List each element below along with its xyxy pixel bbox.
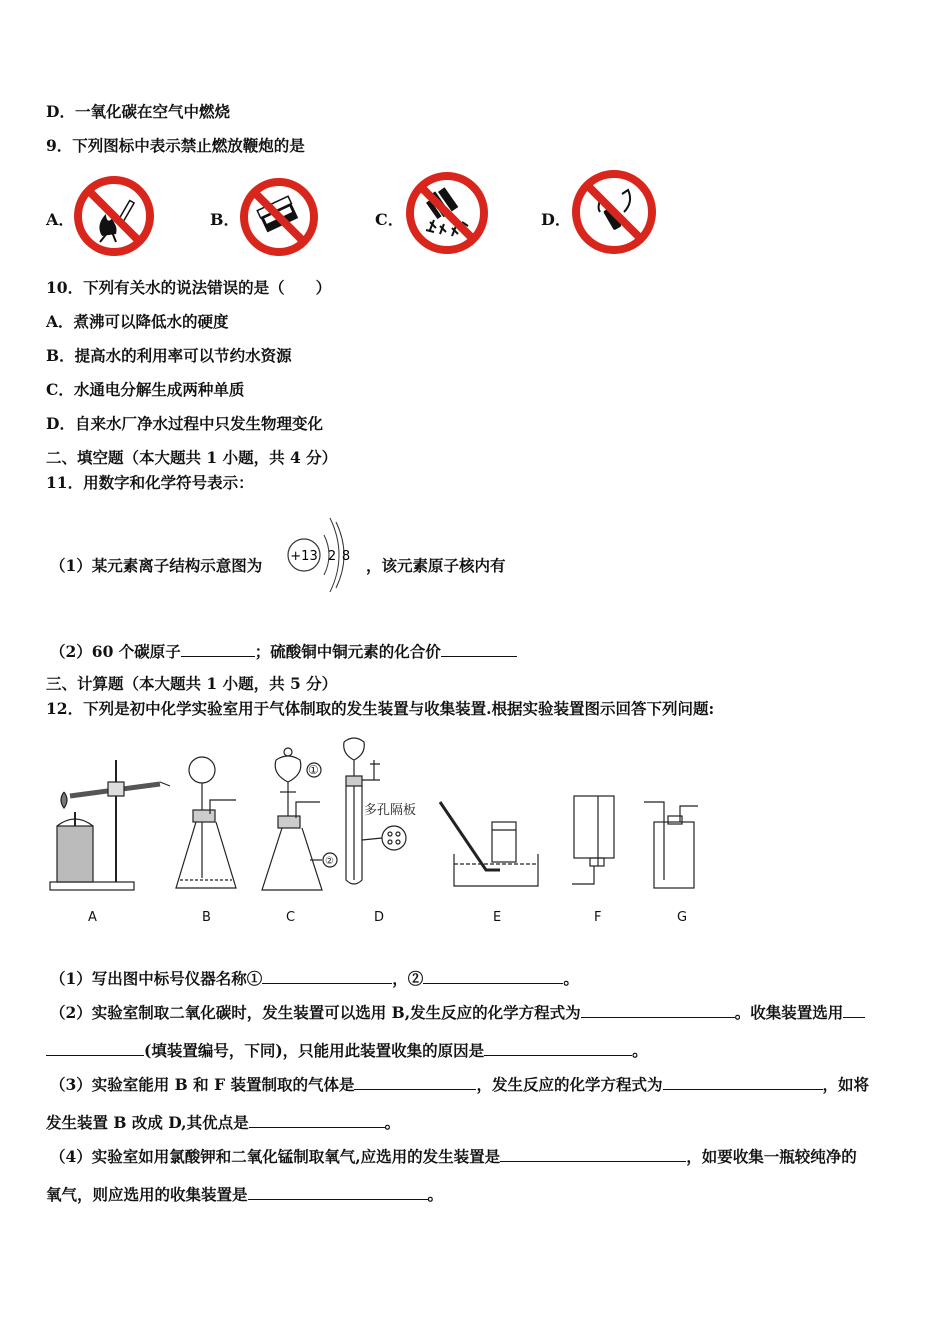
- q12-p1-text-b: ，②: [392, 969, 424, 988]
- q12-p4-text-b: ，如要收集一瓶较纯净的: [686, 1147, 857, 1166]
- q11-stem: 11．用数字和化学符号表示：: [46, 473, 254, 492]
- apparatus-label-d: D: [374, 910, 385, 925]
- apparatus-label-g: G: [677, 910, 688, 925]
- apparatus-f-icon: [572, 796, 614, 884]
- mark-2: ②: [325, 856, 334, 867]
- q12-p4-text-a: （4）实验室如用氯酸钾和二氧化锰制取氧气,应选用的发生装置是: [50, 1147, 501, 1166]
- q12-p4-blank-1[interactable]: [500, 1145, 686, 1162]
- q12-p3-text-e: 。: [384, 1113, 401, 1132]
- ion-nucleus-charge: +13: [290, 549, 318, 564]
- apparatus-c-icon: [262, 748, 337, 890]
- q12-p1-blank-1[interactable]: [262, 967, 392, 984]
- apparatus-label-a: A: [88, 910, 97, 925]
- apparatus-label-e: E: [493, 910, 502, 925]
- q12-p2-blank-1[interactable]: [581, 1001, 735, 1018]
- section-2-title: 二、填空题（本大题共 1 小题，共 4 分）: [46, 448, 338, 467]
- q12-p3-text-d: 发生装置 B 改成 D,其优点是: [46, 1113, 249, 1132]
- q12-p4-line1: [50, 1145, 857, 1167]
- q12-p2-line2: [46, 1039, 648, 1061]
- q11-p2: [50, 640, 517, 662]
- q11-p1-prefix: （1）某元素离子结构示意图为: [50, 556, 263, 575]
- q12-p3-blank-1[interactable]: [354, 1073, 476, 1090]
- q12-p4-text-d: 。: [427, 1185, 444, 1204]
- q12-p2-blank-2b[interactable]: [46, 1039, 144, 1056]
- q11-p2-text-a: （2）60 个碳原子: [50, 642, 181, 661]
- apparatus-g-icon: [644, 802, 698, 888]
- apparatus-a-icon: [50, 760, 170, 890]
- q10-option-a: A．煮沸可以降低水的硬度: [46, 312, 229, 331]
- porous-plate-label: 多孔隔板: [364, 803, 417, 818]
- q12-p2-text-c: (填装置编号，下同)，只能用此装置收集的原因是: [144, 1041, 485, 1060]
- apparatus-label-b: B: [202, 910, 211, 925]
- section-3-title: 三、计算题（本大题共 1 小题，共 5 分）: [46, 674, 338, 693]
- apparatus-d-icon: [344, 738, 416, 884]
- ion-structure-diagram: [280, 510, 360, 604]
- q10-option-b: B．提高水的利用率可以节约水资源: [46, 346, 292, 365]
- q12-p3-text-a: （3）实验室能用 B 和 F 装置制取的气体是: [50, 1075, 355, 1094]
- q12-p2-blank-3[interactable]: [484, 1039, 632, 1056]
- q12-p1-blank-2[interactable]: [423, 967, 563, 984]
- q11-p2-blank-2[interactable]: [441, 640, 517, 657]
- q9-option-a-label: A．: [46, 210, 75, 229]
- apparatus-label-f: F: [594, 910, 602, 925]
- apparatus-b-icon: [176, 757, 236, 888]
- ion-shell-1: 2: [327, 549, 337, 564]
- apparatus-e-icon: [440, 802, 538, 886]
- q9-option-c-label: C．: [375, 210, 404, 229]
- q12-p2-text-d: 。: [632, 1041, 648, 1060]
- q12-p4-blank-2[interactable]: [248, 1183, 428, 1200]
- q11-p1-suffix: ，该元素原子核内有: [366, 556, 506, 575]
- q8-option-d: D．一氧化碳在空气中燃烧: [46, 102, 230, 121]
- no-fire-sign-icon: [72, 174, 156, 262]
- q9-stem: 9．下列图标中表示禁止燃放鞭炮的是: [46, 136, 305, 155]
- q9-option-d-label: D．: [541, 210, 571, 229]
- q12-p1-text-a: （1）写出图中标号仪器名称①: [50, 969, 263, 988]
- q12-p4-text-c: 氧气，则应选用的收集装置是: [46, 1185, 248, 1204]
- q12-p3-blank-2[interactable]: [663, 1073, 823, 1090]
- q12-p4-line2: [46, 1183, 443, 1205]
- q11-p2-text-b: ；硫酸铜中铜元素的化合价: [254, 642, 441, 661]
- q12-p1-text-c: 。: [563, 969, 579, 988]
- q10-option-d: D．自来水厂净水过程中只发生物理变化: [46, 414, 323, 433]
- q12-p3-line2: [46, 1111, 400, 1133]
- q11-p2-blank-1[interactable]: [181, 640, 255, 657]
- q12-p2-blank-2a[interactable]: [843, 1001, 865, 1018]
- q12-p2-text-a: （2）实验室制取二氧化碳时，发生装置可以选用 B,发生反应的化学方程式为: [50, 1003, 581, 1022]
- apparatus-label-c: C: [286, 910, 296, 925]
- q12-p3-blank-3[interactable]: [249, 1111, 385, 1128]
- ion-shell-2: 8: [341, 549, 351, 564]
- q12-p3-line1: [50, 1073, 869, 1095]
- no-matches-sign-icon: [238, 176, 320, 262]
- no-firecrackers-sign-icon: [404, 170, 490, 260]
- no-smoking-sign-icon: [570, 168, 658, 260]
- q9-option-b-label: B．: [210, 210, 240, 229]
- q12-p2-text-b: 。收集装置选用: [734, 1003, 844, 1022]
- mark-1: ①: [308, 763, 319, 777]
- q12-p2-line1: [50, 1001, 865, 1023]
- q12-stem: 12．下列是初中化学实验室用于气体制取的发生装置与收集装置.根据实验装置图示回答下列问题:: [46, 699, 715, 718]
- q12-p3-text-b: ，发生反应的化学方程式为: [476, 1075, 663, 1094]
- q12-p3-text-c: ，如将: [822, 1075, 870, 1094]
- q12-p1: [50, 967, 579, 989]
- q10-stem: 10．下列有关水的说法错误的是（ ）: [46, 278, 332, 297]
- q10-option-c: C．水通电分解生成两种单质: [46, 380, 245, 399]
